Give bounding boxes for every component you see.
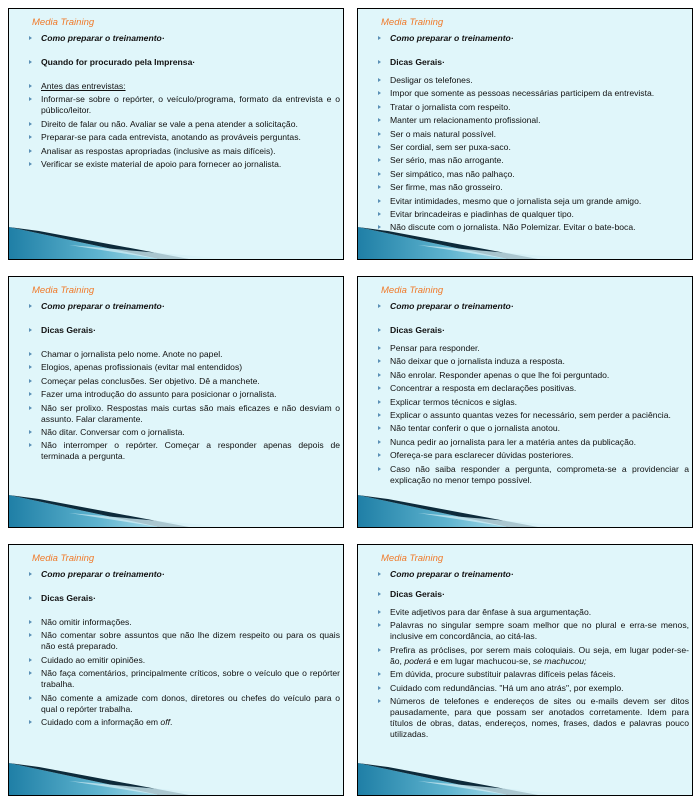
bullet-arrow-icon [29,135,32,139]
bullet-arrow-icon [378,623,381,627]
item-text: Evitar intimidades, mesmo que o jornalista seja um grande amigo. [390,195,642,206]
item-text: Direito de falar ou não. Avaliar se vale a pena atender a solicitação. [41,118,298,129]
bullet-arrow-icon [29,149,32,153]
list-item [376,115,689,126]
list-item [376,383,689,394]
list-item [376,33,689,44]
bullet-arrow-icon [378,212,381,216]
list-item [27,376,340,387]
slide-title: Media Training [32,553,95,564]
list-item [27,81,340,92]
item-text: Quando for procurado pela Imprensa· [41,57,196,67]
slide-title: Media Training [32,17,95,28]
bullet-arrow-icon [29,36,32,40]
item-text: Ser cordial, sem ser puxa-saco. [390,141,511,152]
item-text: Dicas Gerais· [41,593,96,603]
list-item [376,450,689,461]
item-text: Não tentar conferir o que o jornalista anotou. [390,423,561,434]
bullet-arrow-icon [378,610,381,614]
decorative-swoosh [9,487,229,527]
item-text: Não faça comentários, principalmente críticos, sobre o veículo que o repórter trabalha. [41,668,340,690]
list-item [376,129,689,140]
list-item [27,389,340,400]
item-text: Não enrolar. Responder apenas o que lhe foi perguntado. [390,369,610,380]
list-item [376,464,689,486]
item-text: Como preparar o treinamento· [390,33,514,43]
item-text: Em dúvida, procure substituir palavras difíceis pelas fáceis. [390,669,616,680]
item-text: . [169,716,173,727]
slide-title: Media Training [32,285,95,296]
list-item [376,196,689,207]
item-text: off [160,716,170,727]
bullet-arrow-icon [378,105,381,109]
item-text: Informar-se sobre o repórter, o veículo/programa, formato da entrevista e o público/leitor. [41,94,340,116]
slide-2 [357,8,693,260]
list-item [376,102,689,113]
list-item [376,75,689,86]
bullet-arrow-icon [378,346,381,350]
list-item [376,696,689,740]
bullet-arrow-icon [378,413,381,417]
item-text: Pensar para responder. [390,343,480,353]
bullet-arrow-icon [29,84,32,88]
item-text: Cuidado com redundâncias. "Há um ano atrás", por exemplo. [390,682,624,693]
item-text: Números de telefones e endereços de sites ou e-mails devem ser ditos pausadamente, para que possam ser anotados corretamente. Idem para títulos de obras, datas, endereços, nomes, frases, dados e palavras pouco utilizadas. [390,695,689,739]
list-item [27,617,340,628]
list-item [27,668,340,690]
item-text: Verificar se existe material de apoio para fornecer ao jornalista. [41,158,282,169]
item-text: Como preparar o treinamento· [41,301,165,311]
bullet-arrow-icon [378,36,381,40]
list-item [376,410,689,421]
bullet-arrow-icon [29,379,32,383]
bullet-list [27,33,340,172]
item-text: Ser o mais natural possível. [390,128,497,139]
bullet-arrow-icon [29,60,32,64]
list-item [376,669,689,680]
item-text: Dicas Gerais· [390,57,445,67]
list-item [376,182,689,193]
list-item [27,655,340,666]
bullet-arrow-icon [378,185,381,189]
bullet-arrow-icon [29,304,32,308]
bullet-arrow-icon [378,440,381,444]
list-item [27,427,340,438]
list-item [376,645,689,667]
list-item [27,301,340,312]
bullet-arrow-icon [29,97,32,101]
item-text: Desligar os telefones. [390,75,473,85]
item-text: Não ditar. Conversar com o jornalista. [41,426,185,437]
item-text: Não deixar que o jornalista induza a resposta. [390,356,565,367]
list-item [376,142,689,153]
bullet-arrow-icon [378,359,381,363]
slide-1 [8,8,344,260]
list-item [27,593,340,604]
item-text: Explicar o assunto quantas vezes for necessário, sem perder a paciência. [390,409,671,420]
bullet-arrow-icon [378,699,381,703]
item-text: Impor que somente as pessoas necessárias participem da entrevista. [390,88,655,99]
list-item [27,325,340,336]
item-text: Como preparar o treinamento· [390,569,514,579]
bullet-arrow-icon [378,572,381,576]
item-text: Evitar brincadeiras e piadinhas de qualquer tipo. [390,208,574,219]
bullet-arrow-icon [29,671,32,675]
bullet-arrow-icon [378,304,381,308]
item-text: Não ser prolixo. Respostas mais curtas são mais eficazes e não desviam o assunto. Falar claramente. [41,402,340,424]
list-item [376,301,689,312]
bullet-arrow-icon [29,596,32,600]
item-text: Fazer uma introdução do assunto para posicionar o jornalista. [41,389,277,400]
bullet-arrow-icon [29,406,32,410]
item-text: Analisar as respostas apropriadas (inclusive as mais difíceis). [41,145,276,156]
item-text: Elogios, apenas profissionais (evitar mal entendidos) [41,362,243,373]
list-item [376,620,689,642]
bullet-arrow-icon [378,453,381,457]
list-item [27,440,340,462]
bullet-arrow-icon [378,386,381,390]
item-text: Antes das entrevistas: [41,81,126,91]
list-item [376,57,689,68]
item-text: Explicar termos técnicos e siglas. [390,396,518,407]
item-text: Não omitir informações. [41,617,132,627]
item-text: Caso não saiba responder a pergunta, comprometa-se a providenciar a explicação no menor tempo possível. [390,463,689,485]
bullet-arrow-icon [378,648,381,652]
decorative-swoosh [358,487,578,527]
list-item [27,132,340,143]
item-text: Dicas Gerais· [390,589,445,599]
bullet-arrow-icon [29,365,32,369]
list-item [27,119,340,130]
item-text: Tratar o jornalista com respeito. [390,101,511,112]
list-item [27,33,340,44]
bullet-arrow-icon [378,467,381,471]
item-text: Ser firme, mas não grosseiro. [390,182,503,193]
slide-3 [8,276,344,528]
list-item [27,362,340,373]
item-text: Dicas Gerais· [390,325,445,335]
item-text: Ofereça-se para esclarecer dúvidas posteriores. [390,450,574,461]
item-text: Cuidado com a informação em [41,716,161,727]
bullet-arrow-icon [29,162,32,166]
item-text: Cuidado ao emitir opiniões. [41,654,146,665]
item-text: Evite adjetivos para dar ênfase à sua argumentação. [390,607,592,617]
bullet-arrow-icon [29,720,32,724]
item-text: Não comentar sobre assuntos que não lhe dizem respeito ou para os quais não está preparado. [41,630,340,652]
item-text: Dicas Gerais· [41,325,96,335]
item-text: Palavras no singular sempre soam melhor que no plural e erra-se menos, inclusive em concordância, ao citá-las. [390,620,689,642]
list-item [376,683,689,694]
decorative-swoosh [358,755,578,795]
slide-title: Media Training [381,285,444,296]
bullet-arrow-icon [378,373,381,377]
list-item [27,146,340,157]
bullet-arrow-icon [378,592,381,596]
list-item [376,569,689,580]
list-item [27,630,340,652]
list-item [376,370,689,381]
list-item [27,569,340,580]
list-item [376,397,689,408]
bullet-arrow-icon [378,672,381,676]
bullet-arrow-icon [29,328,32,332]
item-text: Como preparar o treinamento· [41,33,165,43]
bullet-list [376,569,689,742]
bullet-arrow-icon [378,145,381,149]
item-text: Preparar-se para cada entrevista, anotando as prováveis perguntas. [41,132,301,143]
list-item [27,159,340,170]
bullet-arrow-icon [29,658,32,662]
list-item [376,169,689,180]
item-text: Ser sério, mas não arrogante. [390,155,504,166]
bullet-arrow-icon [29,352,32,356]
bullet-list [27,569,340,730]
bullet-arrow-icon [378,91,381,95]
item-text: Não comente a amizade com donos, diretores ou chefes do veículo para o qual o repórter trabalha. [41,692,340,714]
slide-title: Media Training [381,553,444,564]
item-text: se machucou; [532,655,587,666]
bullet-arrow-icon [378,225,381,229]
item-text: poderá [404,655,432,666]
bullet-list [376,301,689,488]
item-text: Ser simpático, mas não palhaço. [390,168,515,179]
bullet-arrow-icon [378,60,381,64]
list-item [376,423,689,434]
item-text: Começar pelas conclusões. Ser objetivo. Dê a manchete. [41,375,260,386]
bullet-arrow-icon [29,392,32,396]
list-item [27,693,340,715]
bullet-arrow-icon [29,572,32,576]
bullet-arrow-icon [378,78,381,82]
bullet-arrow-icon [29,430,32,434]
list-item [27,403,340,425]
list-item [376,343,689,354]
list-item [376,589,689,600]
list-item [376,607,689,618]
bullet-list [27,301,340,465]
decorative-swoosh [9,755,229,795]
list-item [27,717,340,728]
slide-6 [357,544,693,796]
bullet-arrow-icon [378,199,381,203]
item-text: Não interromper o repórter. Começar a responder apenas depois de terminada a pergunta. [41,440,340,462]
item-text: Prefira as próclises, por serem mais coloquiais. Ou seja, em lugar poder-se-ão, [390,644,689,666]
bullet-arrow-icon [378,426,381,430]
list-item [376,356,689,367]
decorative-swoosh [9,219,229,259]
bullet-arrow-icon [29,443,32,447]
bullet-arrow-icon [29,122,32,126]
bullet-arrow-icon [29,696,32,700]
bullet-arrow-icon [378,118,381,122]
bullet-arrow-icon [378,132,381,136]
bullet-arrow-icon [378,400,381,404]
item-text: Manter um relacionamento profissional. [390,115,541,126]
item-text: Concentrar a resposta em declarações positivas. [390,383,577,394]
item-text: Como preparar o treinamento· [390,301,514,311]
slide-5 [8,544,344,796]
bullet-arrow-icon [29,620,32,624]
list-item [376,437,689,448]
slide-title: Media Training [381,17,444,28]
item-text: Não discute com o jornalista. Não Polemizar. Evitar o bate-boca. [390,222,636,233]
bullet-arrow-icon [378,158,381,162]
list-item [376,88,689,99]
bullet-list [376,33,689,236]
list-item [27,349,340,360]
list-item [27,57,340,68]
list-item [376,222,689,233]
list-item [376,209,689,220]
bullet-arrow-icon [378,686,381,690]
list-item [376,155,689,166]
item-text: Como preparar o treinamento· [41,569,165,579]
slide-4 [357,276,693,528]
item-text: Nunca pedir ao jornalista para ler a matéria antes da publicação. [390,436,637,447]
list-item [376,325,689,336]
bullet-arrow-icon [378,328,381,332]
item-text: e em lugar machucou-se, [431,655,533,666]
list-item [27,94,340,116]
item-text: Chamar o jornalista pelo nome. Anote no papel. [41,349,223,359]
bullet-arrow-icon [378,172,381,176]
bullet-arrow-icon [29,633,32,637]
